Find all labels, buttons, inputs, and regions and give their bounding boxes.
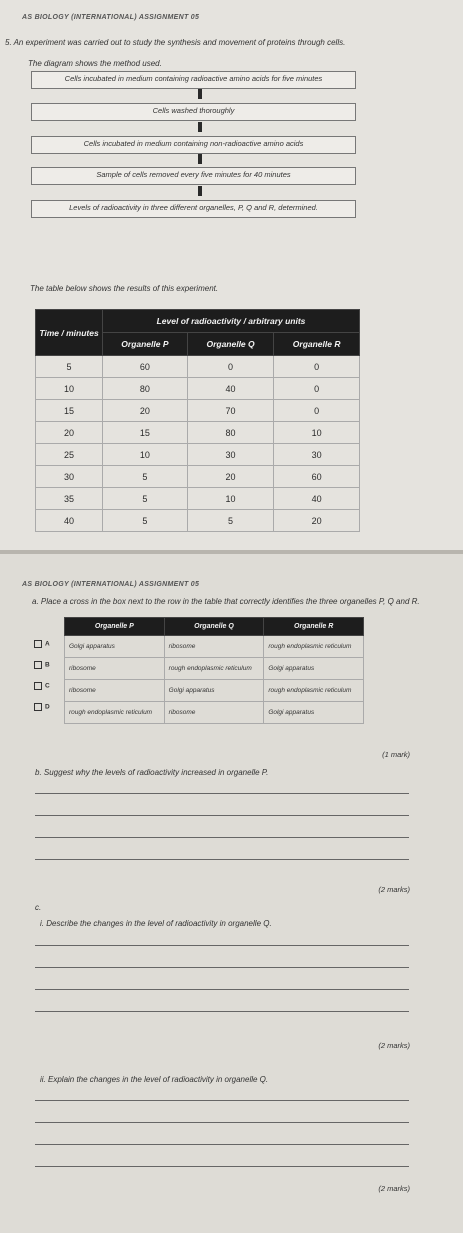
answer-line[interactable]: [35, 1011, 409, 1012]
question-intro: 5. An experiment was carried out to study the synthesis and movement of proteins through cells.: [5, 38, 346, 47]
option-choice: [34, 682, 50, 690]
radioactivity-cell: 40: [187, 378, 273, 400]
option-letter: D: [45, 703, 50, 711]
time-cell: 15: [36, 400, 103, 422]
flow-step-1: Cells incubated in medium containing radioactive amino acids for five minutes: [31, 71, 356, 89]
organelle-r-header: Organelle R: [274, 333, 360, 356]
radioactivity-cell: 80: [103, 378, 188, 400]
question-b-marks: (2 marks): [378, 885, 410, 894]
radioactivity-cell: 5: [187, 510, 273, 532]
question-a-marks: (1 mark): [382, 750, 410, 759]
radioactivity-cell: 0: [274, 400, 360, 422]
radioactivity-cell: 15: [103, 422, 188, 444]
radioactivity-cell: 20: [274, 510, 360, 532]
page-header: AS BIOLOGY (INTERNATIONAL) ASSIGNMENT 05: [22, 14, 200, 21]
flow-arrow: [198, 186, 202, 196]
organelle-options-table: [64, 617, 364, 724]
organelle-r-cell: rough endoplasmic reticulum: [264, 636, 364, 658]
time-cell: 35: [36, 488, 103, 510]
organelle-q-cell: rough endoplasmic reticulum: [164, 658, 264, 680]
radioactivity-cell: 30: [187, 444, 273, 466]
option-letter: B: [45, 661, 50, 669]
radioactivity-cell: 30: [274, 444, 360, 466]
time-cell: 20: [36, 422, 103, 444]
organelle-q-header: Organelle Q: [187, 333, 273, 356]
question-c-ii-text: ii. Explain the changes in the level of radioactivity in organelle Q.: [40, 1075, 269, 1084]
option-row: [65, 658, 364, 680]
table-row: [36, 444, 360, 466]
time-cell: 5: [36, 356, 103, 378]
option-checkbox[interactable]: [34, 682, 42, 690]
answer-line[interactable]: [35, 793, 409, 794]
answer-line[interactable]: [35, 967, 409, 968]
time-cell: 40: [36, 510, 103, 532]
radioactivity-cell: 20: [103, 400, 188, 422]
radioactivity-cell: 70: [187, 400, 273, 422]
page-header: AS BIOLOGY (INTERNATIONAL) ASSIGNMENT 05: [22, 581, 200, 588]
organelle-q-cell: Golgi apparatus: [164, 680, 264, 702]
option-checkbox[interactable]: [34, 703, 42, 711]
question-a-text: a. Place a cross in the box next to the row in the table that correctly identifies the three organelles P, Q and R.: [32, 597, 420, 606]
option-row: [65, 702, 364, 724]
radioactivity-cell: 10: [187, 488, 273, 510]
diagram-intro: The diagram shows the method used.: [28, 59, 162, 68]
flow-step-5: Levels of radioactivity in three different organelles, P, Q and R, determined.: [31, 200, 356, 218]
radioactivity-cell: 60: [103, 356, 188, 378]
answer-line[interactable]: [35, 859, 409, 860]
answer-line[interactable]: [35, 1122, 409, 1123]
organelle-p-cell: Golgi apparatus: [65, 636, 165, 658]
table-row: [36, 400, 360, 422]
answer-line[interactable]: [35, 1100, 409, 1101]
option-choice: [34, 661, 50, 669]
radioactivity-cell: 5: [103, 488, 188, 510]
question-b-text: b. Suggest why the levels of radioactivity increased in organelle P.: [35, 768, 269, 777]
organelle-r-cell: Golgi apparatus: [264, 702, 364, 724]
radioactivity-cell: 40: [274, 488, 360, 510]
option-letter: C: [45, 682, 50, 690]
table-row: [36, 422, 360, 444]
radioactivity-cell: 60: [274, 466, 360, 488]
organelle-p-cell: rough endoplasmic reticulum: [65, 702, 165, 724]
question-c-i-text: i. Describe the changes in the level of radioactivity in organelle Q.: [40, 919, 272, 928]
answer-line[interactable]: [35, 837, 409, 838]
option-choice: [34, 640, 50, 648]
organelle-p-cell: ribosome: [65, 680, 165, 702]
option-checkbox[interactable]: [34, 661, 42, 669]
flow-step-2: Cells washed thoroughly: [31, 103, 356, 121]
option-row: [65, 636, 364, 658]
table-row: [36, 488, 360, 510]
organelle-q-cell: ribosome: [164, 702, 264, 724]
answer-line[interactable]: [35, 1144, 409, 1145]
organelle-q-header: Organelle Q: [164, 618, 264, 636]
flow-arrow: [198, 89, 202, 99]
time-cell: 25: [36, 444, 103, 466]
radioactivity-cell: 0: [274, 378, 360, 400]
radioactivity-cell: 0: [187, 356, 273, 378]
radioactivity-cell: 5: [103, 510, 188, 532]
table-intro: The table below shows the results of this experiment.: [30, 284, 219, 293]
time-cell: 10: [36, 378, 103, 400]
option-checkbox[interactable]: [34, 640, 42, 648]
table-row: [36, 466, 360, 488]
flow-arrow: [198, 154, 202, 164]
radioactivity-cell: 20: [187, 466, 273, 488]
radioactivity-cell: 80: [187, 422, 273, 444]
organelle-p-header: Organelle P: [65, 618, 165, 636]
organelle-p-header: Organelle P: [103, 333, 188, 356]
flow-arrow: [198, 122, 202, 132]
option-choice: [34, 703, 50, 711]
radioactivity-cell: 10: [103, 444, 188, 466]
radioactivity-cell: 10: [274, 422, 360, 444]
time-header: Time / minutes: [36, 310, 103, 356]
time-cell: 30: [36, 466, 103, 488]
question-c-ii-marks: (2 marks): [378, 1184, 410, 1193]
answer-line[interactable]: [35, 1166, 409, 1167]
organelle-r-cell: rough endoplasmic reticulum: [264, 680, 364, 702]
results-table: [35, 309, 360, 532]
table-row: [36, 378, 360, 400]
organelle-r-cell: Golgi apparatus: [264, 658, 364, 680]
answer-line[interactable]: [35, 945, 409, 946]
radioactivity-cell: 5: [103, 466, 188, 488]
radioactivity-header: Level of radioactivity / arbitrary units: [103, 310, 360, 333]
page-2: [0, 554, 463, 1233]
flow-step-3: Cells incubated in medium containing non-radioactive amino acids: [31, 136, 356, 154]
organelle-q-cell: ribosome: [164, 636, 264, 658]
organelle-p-cell: ribosome: [65, 658, 165, 680]
flow-step-4: Sample of cells removed every five minutes for 40 minutes: [31, 167, 356, 185]
answer-line[interactable]: [35, 989, 409, 990]
table-row: [36, 356, 360, 378]
option-row: [65, 680, 364, 702]
page-1: [0, 0, 463, 550]
table-row: [36, 510, 360, 532]
radioactivity-cell: 0: [274, 356, 360, 378]
question-c-label: c.: [35, 903, 42, 912]
option-letter: A: [45, 640, 50, 648]
answer-line[interactable]: [35, 815, 409, 816]
question-c-i-marks: (2 marks): [378, 1041, 410, 1050]
organelle-r-header: Organelle R: [264, 618, 364, 636]
